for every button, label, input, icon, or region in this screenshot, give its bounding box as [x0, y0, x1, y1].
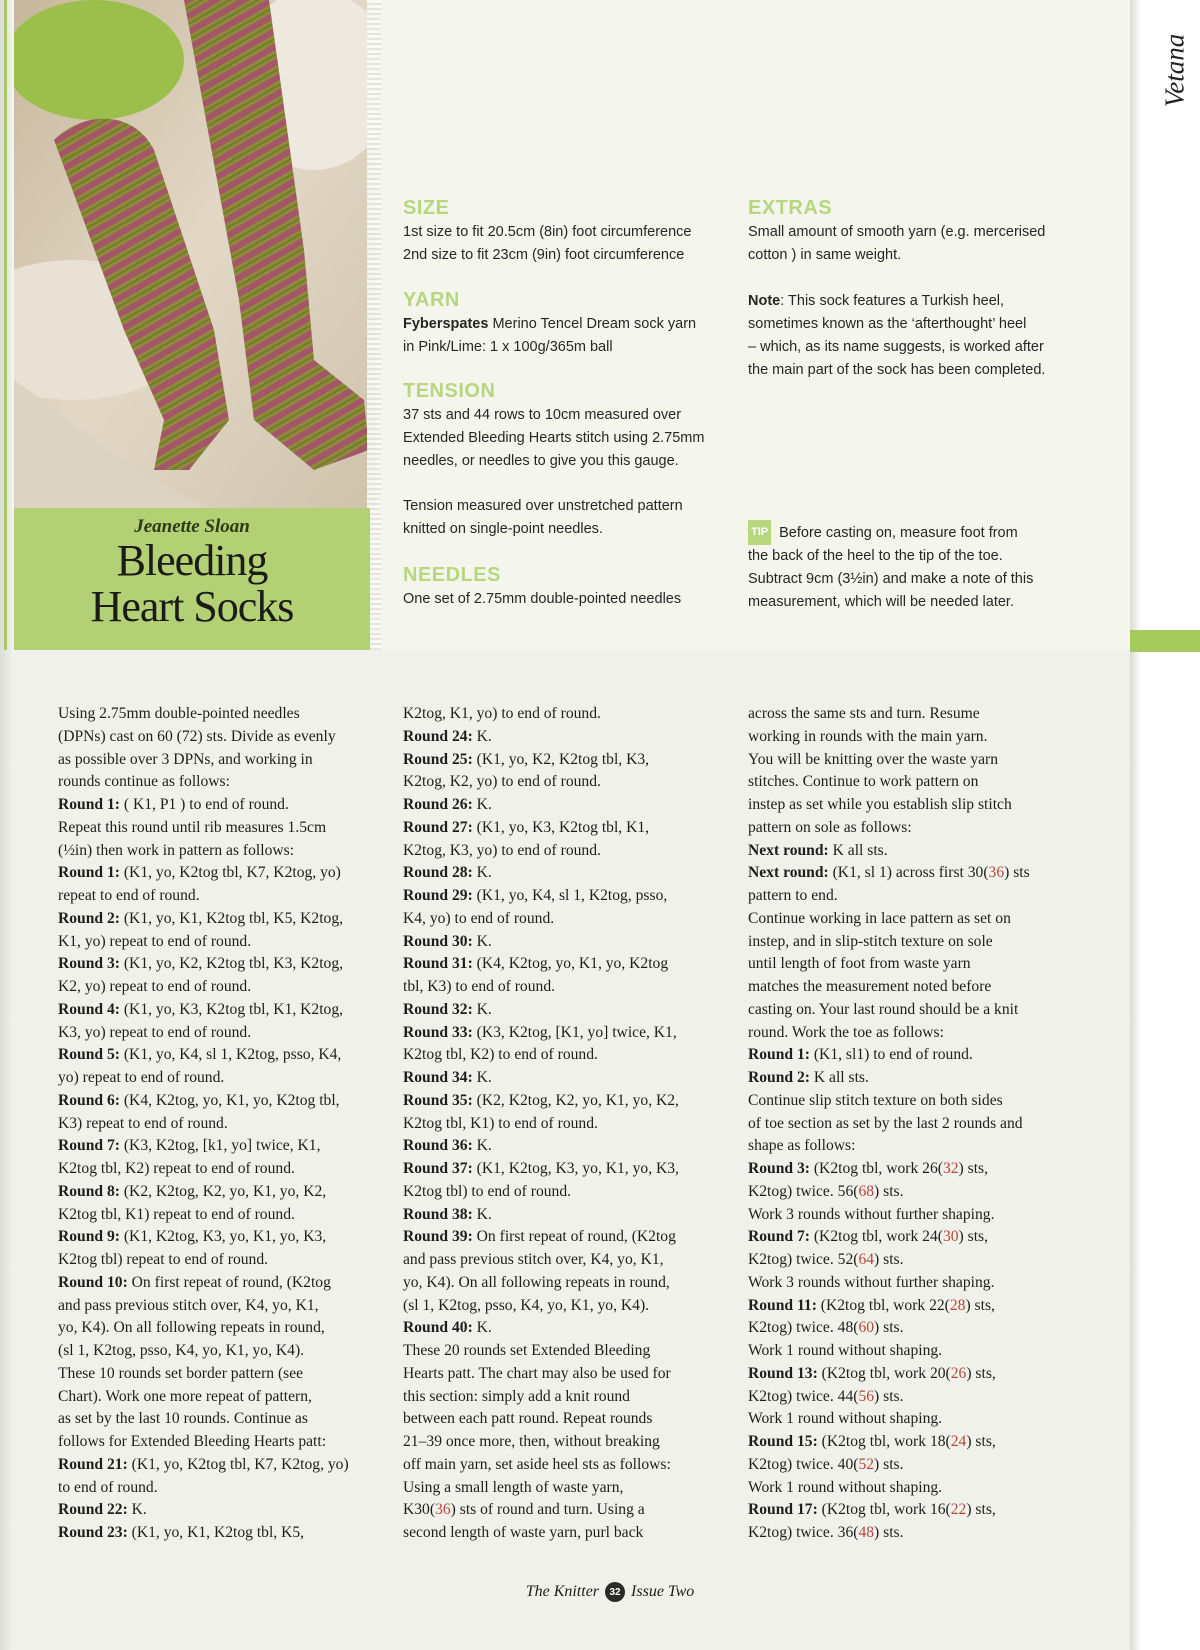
tension-heading: TENSION	[403, 380, 496, 402]
text-line: casting on. Your last round should be a knit	[748, 1000, 1019, 1018]
round-label: Round 7:	[748, 1228, 810, 1246]
text-line: follows for Extended Bleeding Hearts patt:	[58, 1433, 327, 1450]
text-line: Round 22: K.	[58, 1501, 147, 1519]
extras-heading: EXTRAS	[748, 197, 833, 219]
spec-tip	[748, 520, 1098, 614]
text-line: K2tog) twice. 56(68) sts.	[748, 1182, 904, 1200]
text-line: Round 15: (K2tog tbl, work 18(24) sts,	[748, 1433, 996, 1450]
text-line: Round 2: (K1, yo, K1, K2tog tbl, K5, K2tog,	[58, 909, 344, 927]
text-line: this section: simply add a knit round	[403, 1387, 630, 1405]
size-number: 26	[950, 1364, 967, 1382]
size-text: 1st size to fit 20.5cm (8in) foot circumference 2nd size to fit 23cm (9in) foot circumference	[403, 224, 692, 263]
text-line: instep, and in slip-stitch texture on sole	[748, 932, 993, 950]
text-line: tbl, K3) to end of round.	[403, 978, 556, 995]
tip-first-line: Before casting on, measure foot from	[779, 525, 1018, 541]
text-line: Round 10: On first repeat of round, (K2tog	[58, 1273, 331, 1291]
text-line: K2tog) twice. 36(48) sts.	[748, 1524, 904, 1541]
text-line: Continue working in lace pattern as set on	[748, 909, 1011, 927]
text-line: Work 1 round without shaping.	[748, 1410, 943, 1428]
round-label: Round 37:	[403, 1160, 473, 1177]
page-footer	[460, 1580, 760, 1604]
round-label: Round 28:	[403, 864, 473, 882]
text-line: K2tog, K1, yo) to end of round.	[403, 705, 601, 722]
text-line: K2tog tbl, K1) to end of round.	[403, 1114, 598, 1132]
note-label: Note	[748, 293, 781, 309]
round-label: Round 31:	[403, 955, 473, 973]
text-line: Round 34: K.	[403, 1069, 492, 1086]
text-line: Round 40: K.	[403, 1319, 492, 1337]
text-line: instep as set while you establish slip stitch	[748, 796, 1012, 813]
text-line: between each patt round. Repeat rounds	[403, 1410, 653, 1428]
text-line: K30(36) sts of round and turn. Using a	[403, 1501, 645, 1519]
text-line: matches the measurement noted before	[748, 978, 992, 995]
sock-photo	[14, 0, 376, 508]
round-label: Round 33:	[403, 1023, 473, 1041]
text-line: Round 7: (K3, K2tog, [k1, yo] twice, K1,	[58, 1137, 321, 1155]
round-label: Round 9:	[58, 1228, 120, 1246]
tension-text: 37 sts and 44 rows to 10cm measured over Extended Bleeding Hearts stitch using 2.75mm needles, or needles to give you this gauge.	[403, 407, 705, 469]
text-line: pattern to end.	[748, 887, 838, 904]
text-line: K2tog) twice. 48(60) sts.	[748, 1319, 904, 1337]
text-line: off main yarn, set aside heel sts as follows:	[403, 1455, 671, 1473]
text-line: repeat to end of round.	[58, 887, 200, 904]
text-line: Round 24: K.	[403, 727, 492, 745]
text-line: Round 5: (K1, yo, K4, sl 1, K2tog, psso, K4,	[58, 1046, 342, 1064]
round-label: Round 32:	[403, 1000, 473, 1018]
page-gutter	[0, 0, 12, 1650]
text-line: Round 25: (K1, yo, K2, K2tog tbl, K3,	[403, 750, 650, 768]
text-line: to end of round.	[58, 1478, 158, 1496]
text-line: K3, yo) repeat to end of round.	[58, 1023, 252, 1041]
text-line: Work 3 rounds without further shaping.	[748, 1273, 995, 1291]
size-number: 52	[858, 1455, 875, 1473]
round-label: Round 11:	[748, 1296, 817, 1314]
round-label: Round 6:	[58, 1091, 120, 1109]
text-line: These 10 rounds set border pattern (see	[58, 1364, 304, 1382]
text-line: K4, yo) to end of round.	[403, 909, 555, 927]
round-label: Round 39:	[403, 1228, 473, 1246]
magazine-name: The Knitter	[525, 1583, 600, 1600]
round-label: Next round:	[748, 841, 829, 859]
text-line: of toe section as set by the last 2 rounds and	[748, 1114, 1023, 1132]
text-line: pattern on sole as follows:	[748, 818, 912, 836]
text-line: Hearts patt. The chart may also be used for	[403, 1364, 671, 1382]
text-line: Round 23: (K1, yo, K1, K2tog tbl, K5,	[58, 1524, 305, 1541]
page-number: 32	[605, 1582, 625, 1602]
text-line: across the same sts and turn. Resume	[748, 705, 980, 722]
round-label: Round 24:	[403, 727, 473, 745]
text-line: K2tog tbl, K2) to end of round.	[403, 1046, 598, 1064]
size-number: 68	[858, 1182, 875, 1200]
text-line: Continue slip stitch texture on both sides	[748, 1091, 1003, 1109]
tip-badge: TIP	[748, 520, 771, 545]
round-label: Round 23:	[58, 1524, 128, 1541]
round-label: Round 2:	[748, 1069, 810, 1086]
size-number: 36	[988, 864, 1005, 882]
size-number: 28	[949, 1296, 966, 1314]
tension-note: Tension measured over unstretched pattern knitted on single-point needles.	[403, 498, 683, 537]
text-line: Round 38: K.	[403, 1205, 492, 1223]
text-line: round. Work the toe as follows:	[748, 1023, 944, 1041]
size-number: 64	[858, 1251, 875, 1268]
round-label: Round 27:	[403, 818, 473, 836]
text-line: as set by the last 10 rounds. Continue as	[58, 1410, 308, 1428]
text-line: Work 1 round without shaping.	[748, 1478, 943, 1496]
instructions-column-1	[58, 703, 380, 1545]
text-line: Round 30: K.	[403, 932, 492, 950]
issue-label: Issue Two	[631, 1583, 695, 1600]
text-line: Round 35: (K2, K2tog, K2, yo, K1, yo, K2,	[403, 1091, 679, 1109]
spec-needles	[403, 564, 733, 611]
text-line: K2tog tbl, K1) repeat to end of round.	[58, 1205, 295, 1223]
text-line: You will be knitting over the waste yarn	[748, 750, 999, 768]
text-line: Round 28: K.	[403, 864, 492, 882]
text-line: Round 27: (K1, yo, K3, K2tog tbl, K1,	[403, 818, 650, 836]
text-line: and pass previous stitch over, K4, yo, K1,	[403, 1251, 664, 1268]
yarn-text: Fyberspates Merino Tencel Dream sock yarn in Pink/Lime: 1 x 100g/365m ball	[403, 316, 697, 355]
round-label: Round 10:	[58, 1273, 128, 1291]
text-line: K3) repeat to end of round.	[58, 1114, 228, 1132]
text-line: working in rounds with the main yarn.	[748, 727, 988, 745]
round-label: Round 36:	[403, 1137, 473, 1155]
round-label: Round 5:	[58, 1046, 120, 1064]
text-line: yo, K4). On all following repeats in round,	[58, 1319, 325, 1337]
text-line: Round 6: (K4, K2tog, yo, K1, yo, K2tog tbl,	[58, 1091, 340, 1109]
size-number: 30	[942, 1228, 959, 1246]
text-line: Round 39: On first repeat of round, (K2tog	[403, 1228, 676, 1246]
text-line: Round 1: ( K1, P1 ) to end of round.	[58, 796, 289, 813]
round-label: Round 3:	[58, 955, 120, 973]
text-line: yo, K4). On all following repeats in round,	[403, 1273, 670, 1291]
size-number: 36	[435, 1501, 451, 1519]
round-label: Round 30:	[403, 932, 473, 950]
text-line: as possible over 3 DPNs, and working in	[58, 750, 313, 768]
text-line: Round 11: (K2tog tbl, work 22(28) sts,	[748, 1296, 995, 1314]
round-label: Round 26:	[403, 796, 473, 813]
author-name: Jeanette Sloan	[134, 516, 250, 537]
extras-text: Small amount of smooth yarn (e.g. mercerised cotton ) in same weight.	[748, 224, 1046, 263]
needles-text: One set of 2.75mm double-pointed needles	[403, 591, 682, 607]
text-line: and pass previous stitch over, K4, yo, K1,	[58, 1296, 319, 1314]
tip-text: the back of the heel to the tip of the toe. Subtract 9cm (3½in) and make a note of this measurement, which will be needed later.	[748, 548, 1034, 610]
text-line: Round 17: (K2tog tbl, work 16(22) sts,	[748, 1501, 996, 1519]
text-line: K1, yo) repeat to end of round.	[58, 932, 252, 950]
text-line: Round 13: (K2tog tbl, work 20(26) sts,	[748, 1364, 996, 1382]
round-label: Round 15:	[748, 1433, 818, 1450]
size-number: 60	[858, 1319, 875, 1337]
text-line: Work 3 rounds without further shaping.	[748, 1205, 995, 1223]
round-label: Round 1:	[58, 864, 120, 882]
needles-heading: NEEDLES	[403, 564, 501, 586]
spec-extras	[748, 197, 1098, 267]
text-line: second length of waste yarn, purl back	[403, 1524, 644, 1541]
text-line: Round 7: (K2tog tbl, work 24(30) sts,	[748, 1228, 988, 1246]
size-number: 22	[950, 1501, 967, 1519]
text-line: (sl 1, K2tog, psso, K4, yo, K1, yo, K4).	[58, 1342, 305, 1359]
size-number: 48	[858, 1524, 875, 1541]
text-line: Work 1 round without shaping.	[748, 1342, 943, 1359]
round-label: Round 17:	[748, 1501, 818, 1519]
text-line: Round 9: (K1, K2tog, K3, yo, K1, yo, K3,	[58, 1228, 327, 1246]
text-line: Using a small length of waste yarn,	[403, 1478, 624, 1496]
text-line: These 20 rounds set Extended Bleeding	[403, 1342, 651, 1359]
text-line: shape as follows:	[748, 1137, 856, 1155]
instructions-column-2	[403, 703, 725, 1545]
text-line: (sl 1, K2tog, psso, K4, yo, K1, yo, K4).	[403, 1296, 650, 1314]
text-line: Next round: (K1, sl 1) across first 30(36) sts	[748, 864, 1030, 882]
text-line: (½in) then work in pattern as follows:	[58, 841, 295, 859]
text-line: Round 3: (K2tog tbl, work 26(32) sts,	[748, 1160, 988, 1177]
text-line: Round 3: (K1, yo, K2, K2tog tbl, K3, K2tog,	[58, 955, 344, 973]
text-line: Round 8: (K2, K2tog, K2, yo, K1, yo, K2,	[58, 1182, 327, 1200]
round-label: Round 3:	[748, 1160, 810, 1177]
spec-yarn	[403, 289, 733, 359]
text-line: K2tog) twice. 44(56) sts.	[748, 1387, 904, 1405]
text-line: K2tog tbl) to end of round.	[403, 1182, 572, 1200]
text-line: K2tog, K2, yo) to end of round.	[403, 773, 601, 791]
round-label: Round 35:	[403, 1091, 473, 1109]
text-line: Round 21: (K1, yo, K2tog tbl, K7, K2tog, yo)	[58, 1455, 349, 1473]
text-line: Repeat this round until rib measures 1.5cm	[58, 818, 327, 836]
spec-tension	[403, 380, 733, 541]
round-label: Round 7:	[58, 1137, 120, 1155]
size-number: 56	[858, 1387, 875, 1405]
round-label: Round 38:	[403, 1205, 473, 1223]
round-label: Round 25:	[403, 750, 473, 768]
text-line: Chart). Work one more repeat of pattern,	[58, 1387, 312, 1405]
text-line: Next round: K all sts.	[748, 841, 888, 859]
text-line: yo) repeat to end of round.	[58, 1069, 225, 1086]
round-label: Round 29:	[403, 887, 473, 904]
text-line: Round 32: K.	[403, 1000, 492, 1018]
text-line: rounds continue as follows:	[58, 773, 230, 791]
text-line: K2tog tbl, K2) repeat to end of round.	[58, 1160, 295, 1177]
round-label: Round 21:	[58, 1455, 128, 1473]
round-label: Round 2:	[58, 909, 120, 927]
text-line: 21–39 once more, then, without breaking	[403, 1433, 660, 1450]
round-label: Round 4:	[58, 1000, 120, 1018]
pattern-title: Bleeding Heart Socks	[90, 536, 294, 631]
text-line: Round 1: (K1, yo, K2tog tbl, K7, K2tog, yo)	[58, 864, 341, 882]
text-line: K2, yo) repeat to end of round.	[58, 978, 252, 995]
text-line: Round 1: (K1, sl1) to end of round.	[748, 1046, 973, 1064]
text-line: Round 29: (K1, yo, K4, sl 1, K2tog, psso,	[403, 887, 668, 904]
title-block	[14, 508, 370, 650]
watermark-signature: Vetana	[1159, 33, 1190, 107]
round-label: Round 8:	[58, 1182, 120, 1200]
round-label: Round 40:	[403, 1319, 473, 1337]
text-line: until length of foot from waste yarn	[748, 955, 971, 973]
round-label: Round 13:	[748, 1364, 818, 1382]
text-line: K2tog tbl) repeat to end of round.	[58, 1251, 269, 1268]
text-line: Round 37: (K1, K2tog, K3, yo, K1, yo, K3,	[403, 1160, 679, 1177]
size-heading: SIZE	[403, 197, 450, 219]
text-line: Round 26: K.	[403, 796, 492, 813]
yarn-heading: YARN	[403, 289, 460, 311]
next-page-edge	[1130, 0, 1200, 1650]
round-label: Round 34:	[403, 1069, 473, 1086]
instructions-column-3	[748, 703, 1070, 1545]
text-line: K2tog) twice. 40(52) sts.	[748, 1455, 904, 1473]
spec-size	[403, 197, 733, 267]
size-number: 24	[950, 1433, 967, 1450]
text-line: Round 2: K all sts.	[748, 1069, 869, 1086]
note-text: : This sock features a Turkish heel, sometimes known as the ‘afterthought’ heel – which, as its name suggests, is worked after the main part of the sock has been completed.	[748, 293, 1046, 378]
text-line: Round 33: (K3, K2tog, [K1, yo] twice, K1,	[403, 1023, 677, 1041]
text-line: stitches. Continue to work pattern on	[748, 773, 979, 791]
round-label: Round 1:	[58, 796, 120, 813]
text-line: Round 36: K.	[403, 1137, 492, 1155]
text-line: Round 31: (K4, K2tog, yo, K1, yo, K2tog	[403, 955, 669, 973]
size-number: 32	[942, 1160, 959, 1177]
text-line: K2tog) twice. 52(64) sts.	[748, 1251, 904, 1268]
text-line: (DPNs) cast on 60 (72) sts. Divide as evenly	[58, 727, 336, 745]
text-line: Round 4: (K1, yo, K3, K2tog tbl, K1, K2tog,	[58, 1000, 344, 1018]
text-line: K2tog, K3, yo) to end of round.	[403, 841, 601, 859]
round-label: Round 22:	[58, 1501, 128, 1519]
spec-note	[748, 290, 1098, 382]
round-label: Next round:	[748, 864, 829, 882]
round-label: Round 1:	[748, 1046, 810, 1064]
text-line: Using 2.75mm double-pointed needles	[58, 705, 300, 722]
